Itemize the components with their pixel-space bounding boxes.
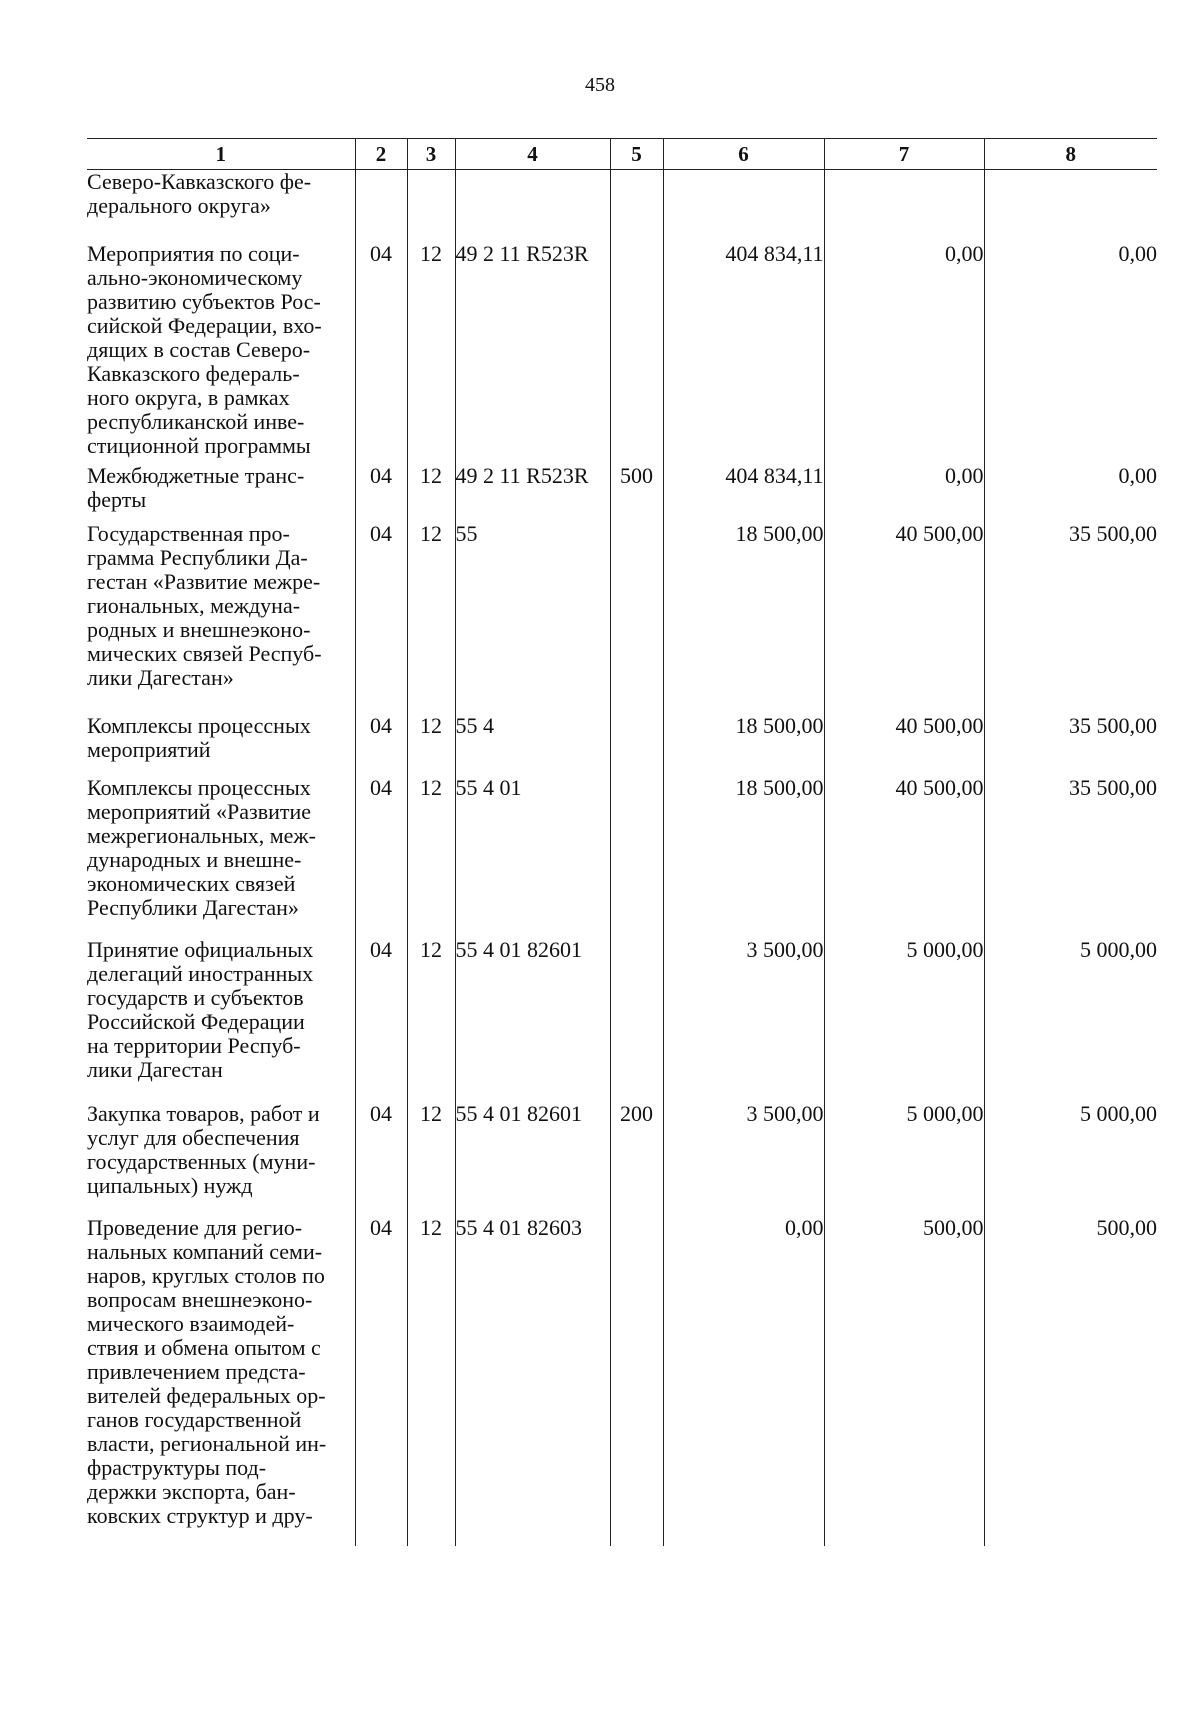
column-header: 3 <box>407 139 455 170</box>
item-name-line: привлечением предста- <box>87 1359 306 1384</box>
table-row <box>87 714 1157 776</box>
subsection-code: 12 <box>407 776 455 938</box>
section-code: 04 <box>355 1216 407 1546</box>
target-article-code: 49 2 11 R523R <box>455 242 610 464</box>
section-code: 04 <box>355 242 407 464</box>
amount-col8: 5 000,00 <box>984 1102 1157 1216</box>
item-name-line: дерального округа» <box>87 193 271 218</box>
target-article-code: 55 <box>455 522 610 714</box>
column-header: 2 <box>355 139 407 170</box>
expense-type-code <box>610 522 663 714</box>
item-name-line: дународных и внешне- <box>87 847 302 872</box>
item-name-line: нальных компаний семи- <box>87 1239 323 1264</box>
item-name-line: Закупка товаров, работ и <box>87 1101 320 1126</box>
expense-type-code <box>610 170 663 243</box>
item-name-line: развитию субъектов Рос- <box>87 289 321 314</box>
expense-type-code: 200 <box>610 1102 663 1216</box>
expense-type-code <box>610 938 663 1102</box>
item-name-line: Межбюджетные транс- <box>87 463 305 488</box>
subsection-code: 12 <box>407 714 455 776</box>
target-article-code: 55 4 01 <box>455 776 610 938</box>
section-code: 04 <box>355 464 407 522</box>
amount-col6: 404 834,11 <box>663 464 824 522</box>
item-name-line: грамма Республики Да- <box>87 545 308 570</box>
amount-col8: 35 500,00 <box>984 522 1157 714</box>
target-article-code <box>455 170 610 243</box>
amount-col6: 0,00 <box>663 1216 824 1546</box>
item-name <box>87 1216 355 1546</box>
item-name-line: Кавказского федераль- <box>87 361 300 386</box>
subsection-code: 12 <box>407 522 455 714</box>
amount-col8: 500,00 <box>984 1216 1157 1546</box>
table-row <box>87 1216 1157 1546</box>
section-code: 04 <box>355 938 407 1102</box>
budget-table <box>87 138 1157 1546</box>
table-row <box>87 938 1157 1102</box>
item-name-line: фраструктуры под- <box>87 1455 267 1480</box>
subsection-code: 12 <box>407 1102 455 1216</box>
item-name-line: делегаций иностранных <box>87 961 314 986</box>
item-name-line: мического взаимодей- <box>87 1311 295 1336</box>
item-name-line: гестан «Развитие межре- <box>87 569 321 594</box>
expense-type-code <box>610 242 663 464</box>
amount-col8: 0,00 <box>984 242 1157 464</box>
section-code: 04 <box>355 522 407 714</box>
amount-col6 <box>663 170 824 243</box>
column-header: 7 <box>824 139 984 170</box>
amount-col6: 18 500,00 <box>663 714 824 776</box>
item-name-line: Принятие официальных <box>87 937 314 962</box>
item-name-line: мероприятий <box>87 737 211 762</box>
column-header: 5 <box>610 139 663 170</box>
item-name-line: Проведение для регио- <box>87 1215 303 1240</box>
table-row <box>87 1102 1157 1216</box>
expense-type-code <box>610 776 663 938</box>
amount-col6: 404 834,11 <box>663 242 824 464</box>
table-row <box>87 170 1157 243</box>
column-header: 1 <box>87 139 355 170</box>
amount-col8 <box>984 170 1157 243</box>
item-name-line: межрегиональных, меж- <box>87 823 316 848</box>
item-name <box>87 714 355 776</box>
item-name-line: ганов государственной <box>87 1407 302 1432</box>
amount-col6: 18 500,00 <box>663 776 824 938</box>
item-name-line: государственных (муни- <box>87 1149 316 1174</box>
amount-col7: 5 000,00 <box>824 938 984 1102</box>
item-name-line: держки экспорта, бан- <box>87 1479 296 1504</box>
amount-col7: 40 500,00 <box>824 714 984 776</box>
item-name-line: сийской Федерации, вхо- <box>87 313 322 338</box>
amount-col7: 0,00 <box>824 242 984 464</box>
item-name-line: вителей федеральных ор- <box>87 1383 326 1408</box>
item-name <box>87 242 355 464</box>
amount-col6: 18 500,00 <box>663 522 824 714</box>
expense-type-code <box>610 714 663 776</box>
amount-col6: 3 500,00 <box>663 1102 824 1216</box>
target-article-code: 55 4 01 82601 <box>455 1102 610 1216</box>
item-name-line: ковских структур и дру- <box>87 1503 313 1528</box>
amount-col7: 5 000,00 <box>824 1102 984 1216</box>
target-article-code: 55 4 01 82601 <box>455 938 610 1102</box>
item-name-line: мических связей Респуб- <box>87 641 322 666</box>
amount-col8: 0,00 <box>984 464 1157 522</box>
item-name-line: Государственная про- <box>87 521 290 546</box>
section-code: 04 <box>355 1102 407 1216</box>
table-row <box>87 776 1157 938</box>
item-name <box>87 170 355 243</box>
subsection-code: 12 <box>407 938 455 1102</box>
item-name-line: ферты <box>87 487 147 512</box>
header-row <box>87 139 1157 170</box>
item-name-line: Мероприятия по соци- <box>87 241 300 266</box>
item-name-line: стиционной программы <box>87 433 311 458</box>
item-name <box>87 522 355 714</box>
target-article-code: 49 2 11 R523R <box>455 464 610 522</box>
item-name-line: Республики Дагестан» <box>87 895 299 920</box>
item-name-line: власти, региональной ин- <box>87 1431 327 1456</box>
subsection-code <box>407 170 455 243</box>
amount-col7: 0,00 <box>824 464 984 522</box>
table-row <box>87 242 1157 464</box>
item-name-line: Комплексы процессных <box>87 713 311 738</box>
item-name-line: вопросам внешнеэконо- <box>87 1287 313 1312</box>
subsection-code: 12 <box>407 242 455 464</box>
table-row <box>87 464 1157 522</box>
target-article-code: 55 4 01 82603 <box>455 1216 610 1546</box>
subsection-code: 12 <box>407 1216 455 1546</box>
amount-col7: 40 500,00 <box>824 776 984 938</box>
item-name-line: лики Дагестан» <box>87 665 234 690</box>
amount-col8: 35 500,00 <box>984 714 1157 776</box>
column-header: 6 <box>663 139 824 170</box>
item-name <box>87 776 355 938</box>
item-name-line: ально-экономическому <box>87 265 303 290</box>
column-header: 4 <box>455 139 610 170</box>
item-name <box>87 938 355 1102</box>
item-name-line: республиканской инве- <box>87 409 305 434</box>
item-name <box>87 1102 355 1216</box>
item-name-line: на территории Респуб- <box>87 1033 301 1058</box>
subsection-code: 12 <box>407 464 455 522</box>
item-name-line: родных и внешнеэконо- <box>87 617 311 642</box>
target-article-code: 55 4 <box>455 714 610 776</box>
item-name-line: Северо-Кавказского фе- <box>87 169 312 194</box>
item-name-line: ципальных) нужд <box>87 1173 253 1198</box>
item-name <box>87 464 355 522</box>
item-name-line: гиональных, междуна- <box>87 593 301 618</box>
amount-col7: 40 500,00 <box>824 522 984 714</box>
amount-col7 <box>824 170 984 243</box>
expense-type-code: 500 <box>610 464 663 522</box>
section-code: 04 <box>355 714 407 776</box>
item-name-line: ного округа, в рамках <box>87 385 290 410</box>
item-name-line: экономических связей <box>87 871 296 896</box>
item-name-line: дящих в состав Северо- <box>87 337 311 362</box>
column-header: 8 <box>984 139 1157 170</box>
item-name-line: Российской Федерации <box>87 1009 305 1034</box>
item-name-line: наров, круглых столов по <box>87 1263 325 1288</box>
amount-col7: 500,00 <box>824 1216 984 1546</box>
item-name-line: лики Дагестан <box>87 1057 223 1082</box>
expense-type-code <box>610 1216 663 1546</box>
amount-col6: 3 500,00 <box>663 938 824 1102</box>
item-name-line: услуг для обеспечения <box>87 1125 300 1150</box>
amount-col8: 35 500,00 <box>984 776 1157 938</box>
item-name-line: ствия и обмена опытом с <box>87 1335 321 1360</box>
page-number: 458 <box>585 74 615 96</box>
item-name-line: мероприятий «Развитие <box>87 799 312 824</box>
item-name-line: государств и субъектов <box>87 985 304 1010</box>
amount-col8: 5 000,00 <box>984 938 1157 1102</box>
item-name-line: Комплексы процессных <box>87 775 311 800</box>
section-code: 04 <box>355 776 407 938</box>
section-code <box>355 170 407 243</box>
table-row <box>87 522 1157 714</box>
